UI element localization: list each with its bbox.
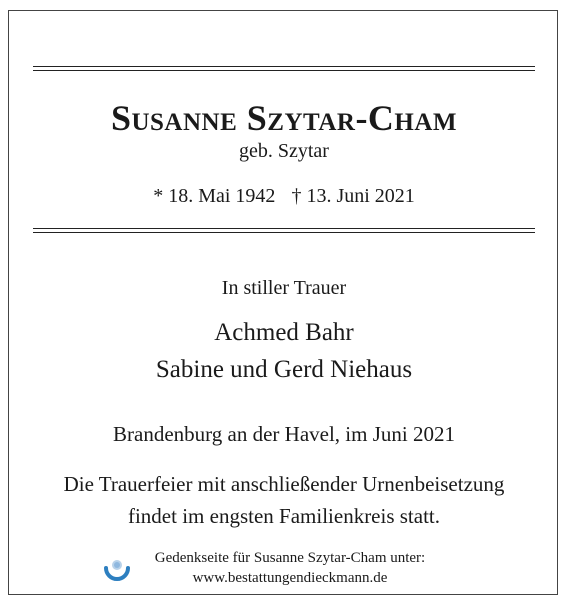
- memorial-page-url[interactable]: www.bestattungendieckmann.de: [192, 570, 388, 586]
- candle-flame-logo-icon: [100, 552, 134, 586]
- mourner-name: Achmed Bahr: [214, 319, 354, 346]
- mourning-phrase: In stiller Trauer: [221, 277, 347, 299]
- bottom-double-rule: [33, 228, 535, 233]
- birth-name: geb. Szytar: [239, 140, 329, 162]
- birth-date: * 18. Mai 1942: [153, 185, 276, 207]
- mourner-name: Sabine und Gerd Niehaus: [155, 356, 413, 383]
- memorial-page-block: [100, 548, 500, 596]
- top-double-rule: [33, 66, 535, 71]
- place-and-date: Brandenburg an der Havel, im Juni 2021: [113, 422, 455, 446]
- ceremony-note-line: findet im engsten Familienkreis statt.: [127, 504, 441, 528]
- deceased-name: Susanne Szytar-Cham: [110, 98, 458, 138]
- death-date: † 13. Juni 2021: [291, 185, 415, 207]
- memorial-page-text: Gedenkseite für Susanne Szytar-Cham unter:: [154, 550, 426, 566]
- life-dates: [0, 184, 568, 208]
- ceremony-note-line: Die Trauerfeier mit anschließender Urnenbeisetzung: [63, 472, 505, 496]
